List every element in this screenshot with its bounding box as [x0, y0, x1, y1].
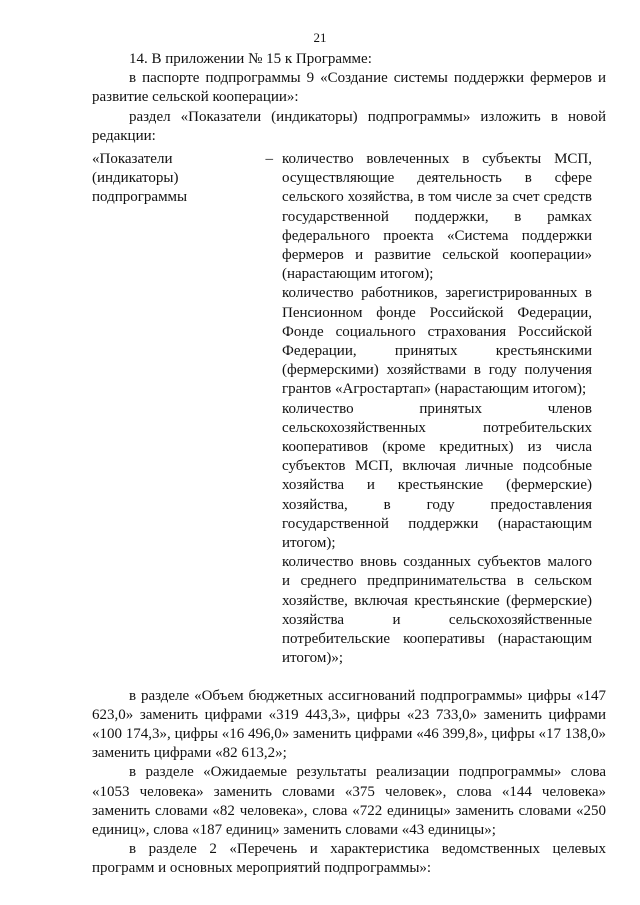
dash-separator: –: [265, 151, 274, 168]
indicators-list: [282, 150, 592, 668]
page-number: 21: [313, 30, 327, 45]
budget-paragraph: в разделе «Объем бюджетных ассигнований подпрограммы» цифры «147 623,0» заменить цифрами «319 443,3», цифры «23 733,0» заменить цифрами «100 174,3», цифры «16 496,0» заменить цифрами «46 399,8», цифры «17 138,0» заменить цифрами «82 613,2»;: [92, 687, 606, 762]
indicators-label-cell: [92, 150, 278, 668]
indicator-item: количество принятых членов сельскохозяйственных потребительских кооперативов (кроме кредитных) из числа субъектов МСП, включая личные подсобные хозяйства и крестьянские (фермерские) хозяйства, в году предоставления государственной поддержки (нарастающим итогом);: [282, 400, 592, 552]
indicator-item: количество работников, зарегистрированных в Пенсионном фонде Российской Федерации, Фонде социального страхования Российской Федерации, принятых крестьянскими (фермерскими) хозяйствами в году получения грантов «Агростартап» (нарастающим итогом);: [282, 285, 592, 398]
results-paragraph: в разделе «Ожидаемые результаты реализации подпрограммы» слова «1053 человека» заменить словами «375 человек», слова «144 человека» заменить словами «82 человека», слова «722 единицы» заменить словами «250 единиц», слова «187 единиц» заменить словами «43 единицы»;: [92, 764, 606, 838]
indicator-item: количество вновь созданных субъектов малого и среднего предпринимательства в сельском хозяйстве, включая крестьянские (фермерские) хозяйства и сельскохозяйственные потребительские кооперативы (нарастающим итогом)»;: [282, 554, 592, 667]
section-instruction: раздел «Показатели (индикаторы) подпрограммы» изложить в новой редакции:: [92, 108, 606, 144]
section2-paragraph: в разделе 2 «Перечень и характеристика ведомственных целевых программ и основных мероприятий подпрограммы»:: [92, 841, 606, 877]
indicators-table: [92, 150, 606, 668]
indicator-item: количество вовлеченных в субъекты МСП, осуществляющие деятельность в сфере сельского хозяйства, в том числе за счет средств государственной поддержки, в рамках федерального проекта «Система поддержки фермеров и развитие сельской кооперации» (нарастающим итогом);: [282, 151, 592, 283]
document-body: [92, 50, 606, 879]
indicators-label: «Показатели (индикаторы) подпрограммы: [92, 151, 188, 206]
heading: 14. В приложении № 15 к Программе:: [129, 51, 372, 67]
intro-paragraph: в паспорте подпрограммы 9 «Создание системы поддержки фермеров и развитие сельской кооперации»:: [92, 70, 606, 106]
